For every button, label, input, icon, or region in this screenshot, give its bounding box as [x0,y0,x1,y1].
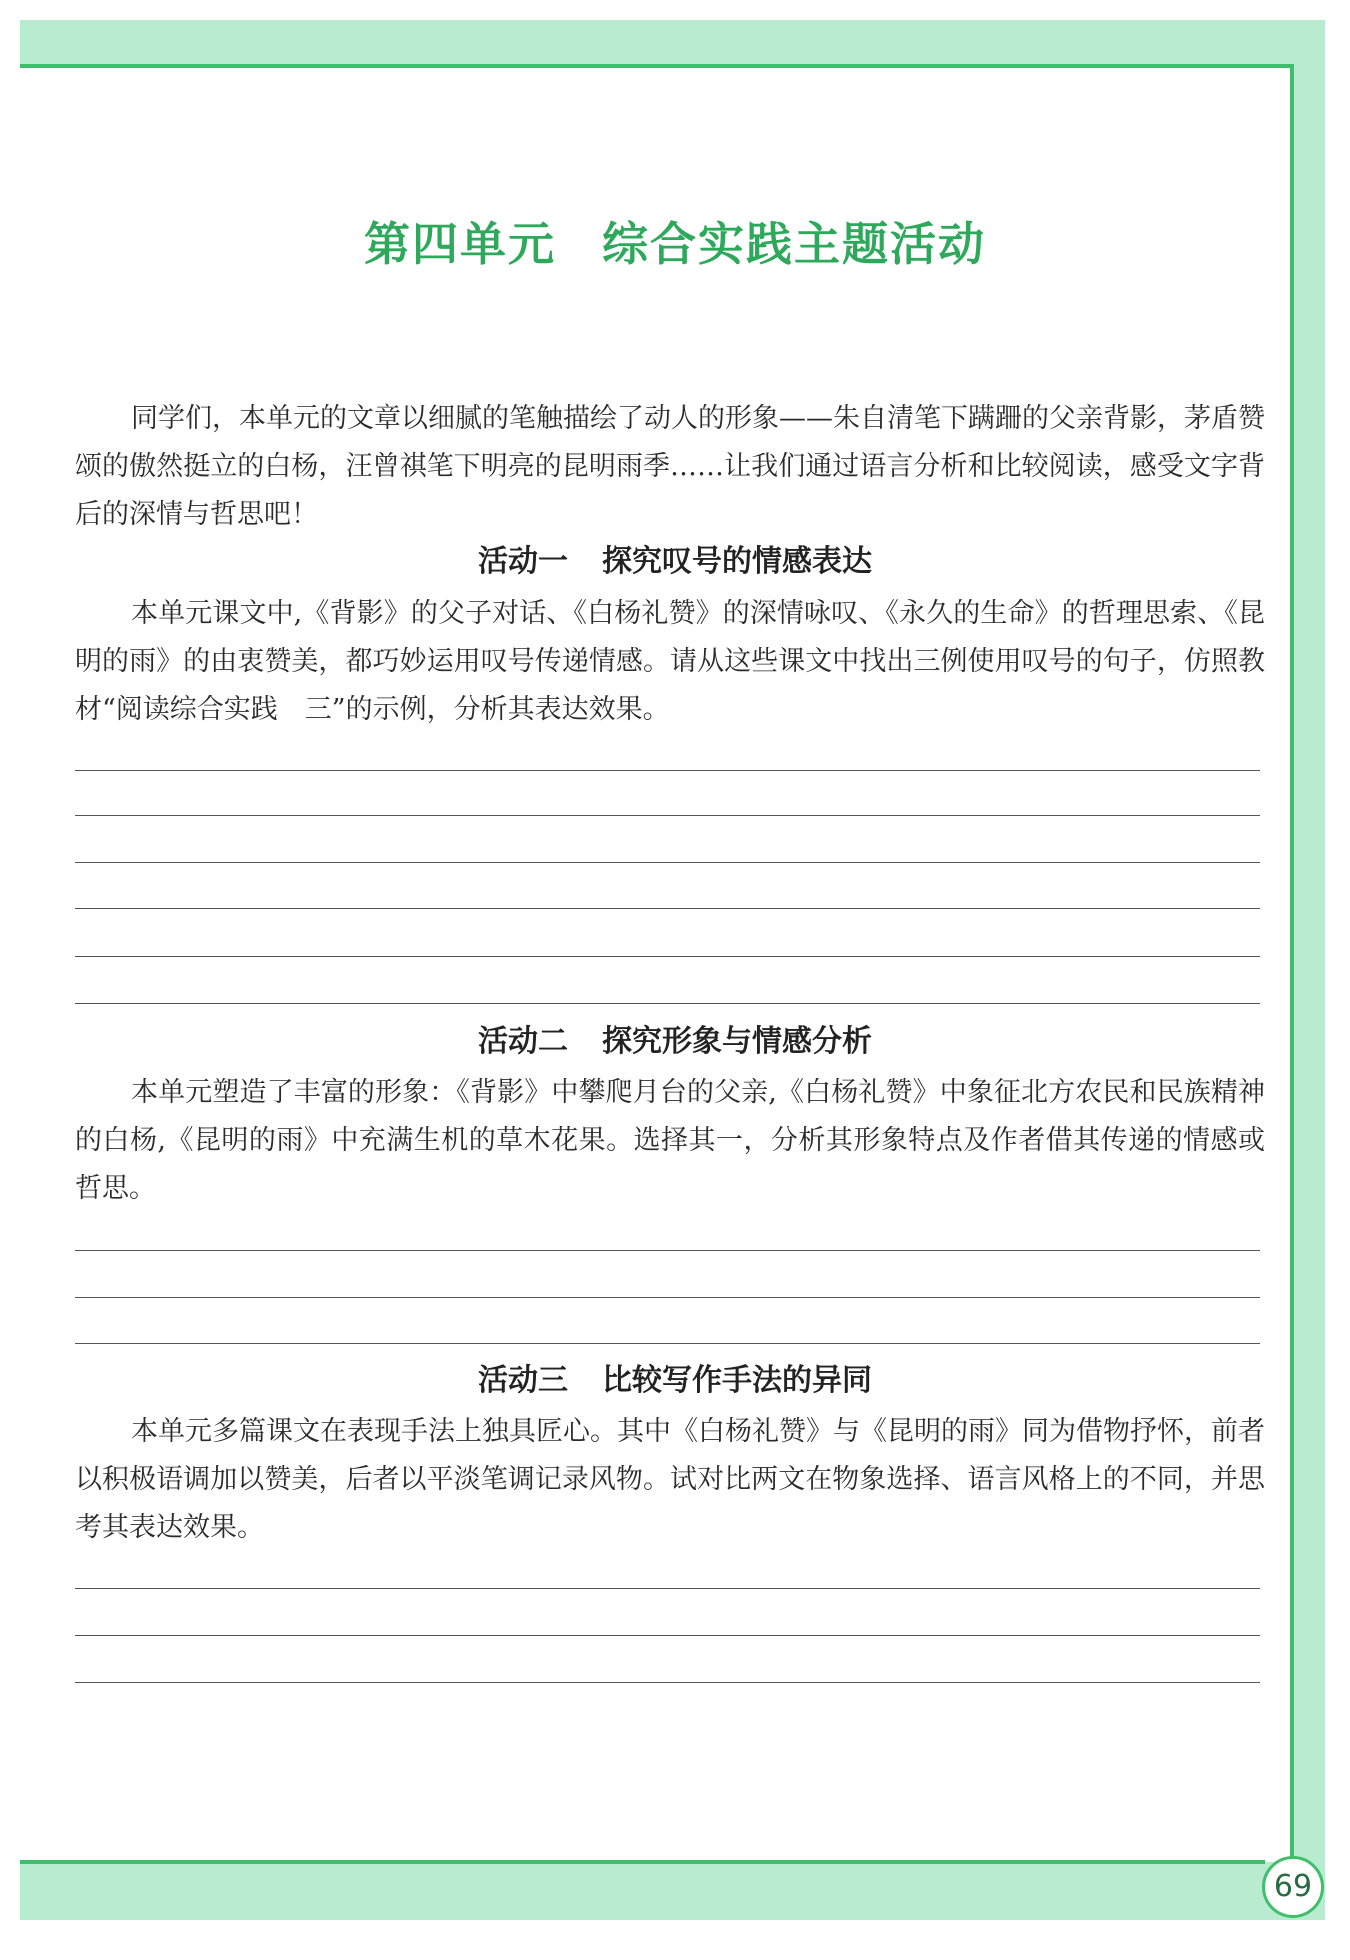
answer-line[interactable] [75,908,1260,909]
activity-2-label: 活动二 [478,1024,568,1059]
frame-band-top [20,20,1325,70]
page-title [0,208,1350,274]
activity-1-label: 活动一 [478,544,568,579]
answer-line[interactable] [75,1682,1260,1683]
answer-line[interactable] [75,1297,1260,1298]
intro-paragraph: 同学们，本单元的文章以细腻的笔触描绘了动人的形象——朱自清笔下蹒跚的父亲背影，茅盾赞颂的傲然挺立的白杨，汪曾祺笔下明亮的昆明雨季……让我们通过语言分析和比较阅读，感受文字背后的深情与哲思吧！ [75,403,1265,530]
title-unit: 第四单元 [364,217,556,271]
activity-3-heading [0,1355,1350,1399]
frame-line-top [20,64,1294,68]
activity-2-title: 探究形象与情感分析 [602,1024,872,1059]
activity-1-title: 探究叹号的情感表达 [602,544,872,579]
page-body [20,68,1290,1860]
answer-line[interactable] [75,1250,1260,1251]
answer-line[interactable] [75,815,1260,816]
answer-line[interactable] [75,862,1260,863]
activity-3-title: 比较写作手法的异同 [602,1363,872,1398]
activity-2-heading [0,1016,1350,1060]
answer-line[interactable] [75,1635,1260,1636]
answer-line[interactable] [75,1343,1260,1344]
activity-2-text: 本单元塑造了丰富的形象：《背影》中攀爬月台的父亲,《白杨礼赞》中象征北方农民和民族精神的白杨,《昆明的雨》中充满生机的草木花果。选择其一，分析其形象特点及作者借其传递的情感或哲思。 [75,1077,1265,1204]
activity-3-label: 活动三 [478,1363,568,1398]
answer-line[interactable] [75,956,1260,957]
page-number-badge: 69 [1262,1856,1324,1918]
activity-1-text: 本单元课文中,《背影》的父子对话、《白杨礼赞》的深情咏叹、《永久的生命》的哲理思索、《昆明的雨》的由衷赞美，都巧妙运用叹号传递情感。请从这些课文中找出三例使用叹号的句子，仿照教材“阅读综合实践 三”的示例，分析其表达效果。 [75,598,1265,725]
activity-3-text: 本单元多篇课文在表现手法上独具匠心。其中《白杨礼赞》与《昆明的雨》同为借物抒怀，前者以积极语调加以赞美，后者以平淡笔调记录风物。试对比两文在物象选择、语言风格上的不同，并思考其表达效果。 [75,1416,1265,1543]
frame-band-bottom [20,1862,1325,1920]
frame-line-bottom [20,1860,1265,1864]
frame-line-right [1290,64,1294,1864]
answer-line[interactable] [75,770,1260,771]
answer-line[interactable] [75,1588,1260,1589]
activity-1-heading [0,536,1350,580]
answer-line[interactable] [75,1003,1260,1004]
title-name: 综合实践主题活动 [602,217,986,271]
